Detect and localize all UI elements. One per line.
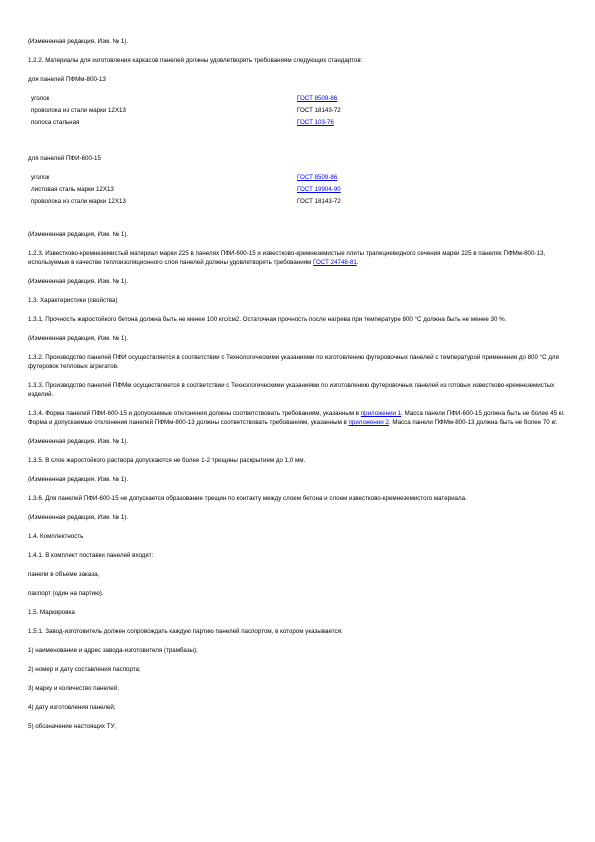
standard-text: ГОСТ 18143-72 [297, 107, 341, 114]
list-item: 2) номер и дату составления паспорта; [28, 666, 141, 673]
revision-note: (Измененная редакция, Изм. № 1). [28, 278, 129, 285]
revision-note: (Измененная редакция, Изм. № 1). [28, 335, 129, 342]
paragraph-1-4-1: 1.4.1. В комплект поставки панелей входят: [28, 552, 154, 559]
subheading-pfi: для панелей ПФИ-600-15 [28, 155, 101, 162]
section-heading-1-4: 1.4. Комплектность [28, 533, 84, 540]
appendix-2-link[interactable]: приложении 2 [348, 419, 389, 426]
standard-link[interactable]: ГОСТ 8509-86 [297, 95, 338, 102]
standard-text: ГОСТ 18143-72 [297, 198, 341, 205]
revision-note: (Измененная редакция, Изм. № 1). [28, 438, 129, 445]
appendix-1-link[interactable]: приложении 1 [360, 410, 402, 417]
subheading-pfmm: для панелей ПФМм-800-13 [28, 76, 106, 83]
paragraph-1-3-2: 1.3.2. Производство панелей ПФИ осуществляется в соответствии с Технологическими указаниями по изготовлению футеровочных панелей с температурой применения до 800 °С для футеровок тепловых агрегатов. [28, 354, 561, 370]
paragraph-1-5-1: 1.5.1. Завод-изготовитель должен сопровождать каждую партию панелей паспортом, в котором указывается: [28, 628, 343, 635]
list-item: панели в объеме заказа, [28, 571, 100, 578]
material-name: уголок [31, 95, 50, 102]
table-row [28, 94, 568, 103]
section-heading-1-3: 1.3. Характеристики (свойства) [28, 297, 118, 304]
material-name: уголок [31, 174, 50, 181]
list-item: 4) дату изготовления панелей; [28, 704, 116, 711]
section-heading-1-5: 1.5. Маркировка [28, 609, 75, 616]
standard-link[interactable]: ГОСТ 103-76 [297, 119, 334, 126]
material-name: полоса стальная [31, 119, 80, 126]
paragraph-1-3-1: 1.3.1. Прочность жаростойкого бетона должна быть не менее 100 кгс/см2. Остаточная прочность после нагрева при температуре 800 °С должна быть не менее 30 %. [28, 316, 507, 323]
table-row [28, 118, 568, 127]
list-item: 5) обозначение настоящих ТУ; [28, 723, 116, 730]
paragraph-1-2-3: 1.2.3. Известково-кремнеземистый материал марки 225 в панелях ПФИ-600-15 и известково-кремнеземистые плиты трапециевидного сечения марки 225 в панелях ПФМм-800-13, используемые в качестве теплоизоляционного слоя панелей должны удовлетворять требованиям ГОСТ 24748-81. [28, 250, 547, 266]
document-page [28, 37, 568, 731]
material-name: листовая сталь марки 12Х13 [31, 186, 114, 193]
table-row [28, 197, 568, 206]
paragraph-1-3-3: 1.3.3. Производство панелей ПФМм осуществляется в соответствии с Технологическими указаниями по изготовлению футеровочных панелей из готовых известково-кремнеземистых изделий. [28, 382, 556, 398]
revision-note: (Измененная редакция, Изм. № 1). [28, 38, 129, 45]
revision-note: (Измененная редакция, Изм. № 1). [28, 476, 129, 483]
paragraph-1-3-4: 1.3.4. Форма панелей ПФИ-600-15 и допускаемые отклонения должны соответствовать требованиям, указанным в приложении 1. Масса панели ПФИ-600-15 должна быть не более 45 кг. Форма и допускаемые отклонения панелей ПФМм-800-13 должны соответствовать требованиям, указанным в приложении 2. Масса панели ПФМм-800-13 должна быть не более 70 кг. [28, 410, 567, 426]
standard-link[interactable]: ГОСТ 8509-86 [297, 174, 338, 181]
list-item: 1) наименование и адрес завода-изготовителя (трамбазы); [28, 647, 198, 654]
materials-table-pfi [28, 173, 568, 206]
revision-note: (Измененная редакция, Изм. № 1). [28, 514, 129, 521]
table-row [28, 106, 568, 115]
material-name: проволока из стали марки 12Х13 [31, 107, 126, 114]
paragraph-1-3-6: 1.3.6. Для панелей ПФИ-600-15 не допускается образование трещин по контакту между слоем бетона и слоем известково-кремнеземистого материала. [28, 495, 467, 502]
materials-table-pfmm [28, 94, 568, 127]
paragraph-1-2-2: 1.2.2. Материалы для изготовления каркасов панелей должны удовлетворять требованиям следующих стандартов: [28, 57, 363, 64]
revision-note: (Измененная редакция, Изм. № 1). [28, 231, 129, 238]
paragraph-1-3-5: 1.3.5. В слое жаростойкого раствора допускаются не более 1-2 трещины раскрытием до 1,0 мм. [28, 457, 306, 464]
gost-24748-link[interactable]: ГОСТ 24748-81 [313, 259, 357, 266]
table-row [28, 185, 568, 194]
table-row [28, 173, 568, 182]
list-item: 3) марку и количество панелей; [28, 685, 119, 692]
material-name: проволока из стали марки 12Х13 [31, 198, 126, 205]
standard-link[interactable]: ГОСТ 19904-90 [297, 186, 341, 193]
list-item: паспорт (один на партию). [28, 590, 104, 597]
